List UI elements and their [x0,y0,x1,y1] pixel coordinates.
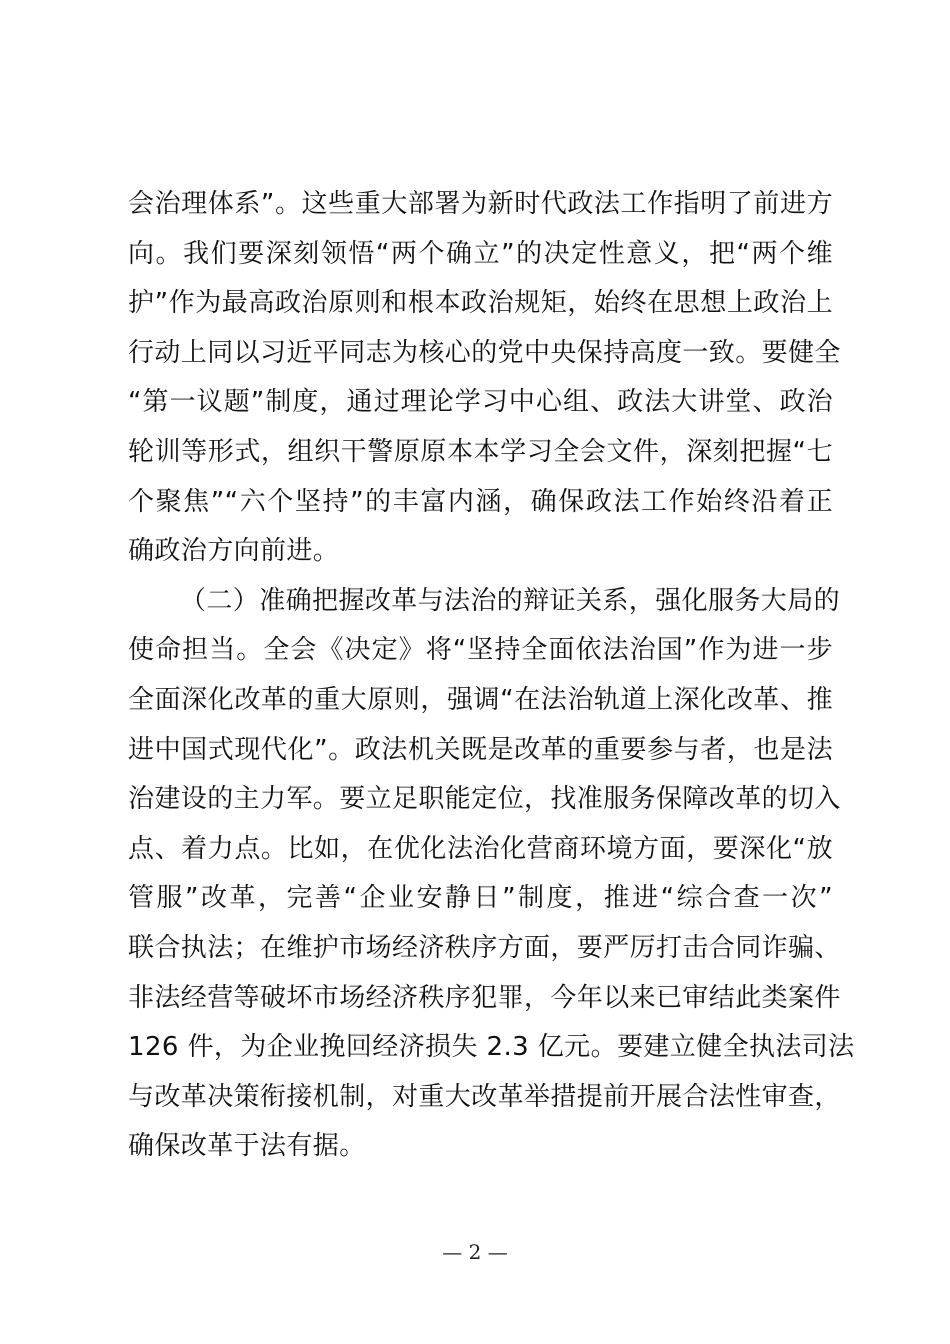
text-line: 向。我们要深刻领悟“两个确立”的决定性意义，把“两个维 [128,238,833,269]
text-line: 行动上同以习近平同志为核心的党中央保持高度一致。要健全 [128,337,841,368]
text-line: 联合执法；在维护市场经济秩序方面，要严厉打击合同诈骗、 [128,932,841,963]
page-number: — 2 — [442,1240,508,1264]
text-line: 治建设的主力军。要立足职能定位，找准服务保障改革的切入 [128,784,841,815]
text-line-paragraph-start: （二）准确把握改革与法治的辩证关系，强化服务大局的 [180,585,841,616]
text-line: 点、着力点。比如，在优化法治化营商环境方面，要深化“放 [128,833,833,864]
text-line: 护”作为最高政治原则和根本政治规矩，始终在思想上政治上 [128,288,833,319]
text-line: 确政治方向前进。 [128,536,340,567]
text-line: “第一议题”制度，通过理论学习中心组、政法大讲堂、政治 [128,387,833,418]
text-line: 管服”改革，完善“企业安静日”制度，推进“综合查一次” [128,883,833,914]
text-line: 会治理体系”。这些重大部署为新时代政法工作指明了前进方 [128,189,833,219]
text-line: 进中国式现代化”。政法机关既是改革的重要参与者，也是法 [128,734,833,765]
text-line: 全面深化改革的重大原则，强调“在法治轨道上深化改革、推 [128,684,833,715]
text-line: 非法经营等破坏市场经济秩序犯罪，今年以来已审结此类案件 [128,982,841,1013]
text-line: 126 件，为企业挽回经济损失 2.3 亿元。要建立健全执法司法 [128,1032,855,1063]
text-line: 个聚焦”“六个坚持”的丰富内涵，确保政法工作始终沿着正 [128,486,833,517]
text-line: 与改革决策衔接机制，对重大改革举措提前开展合法性审查， [128,1081,841,1112]
text-line: 使命担当。全会《决定》将“坚持全面依法治国”作为进一步 [128,635,833,666]
text-line: 轮训等形式，组织干警原原本本学习全会文件，深刻把握“七 [128,436,833,467]
body-text [128,180,855,1172]
text-line: 确保改革于法有据。 [128,1131,366,1162]
